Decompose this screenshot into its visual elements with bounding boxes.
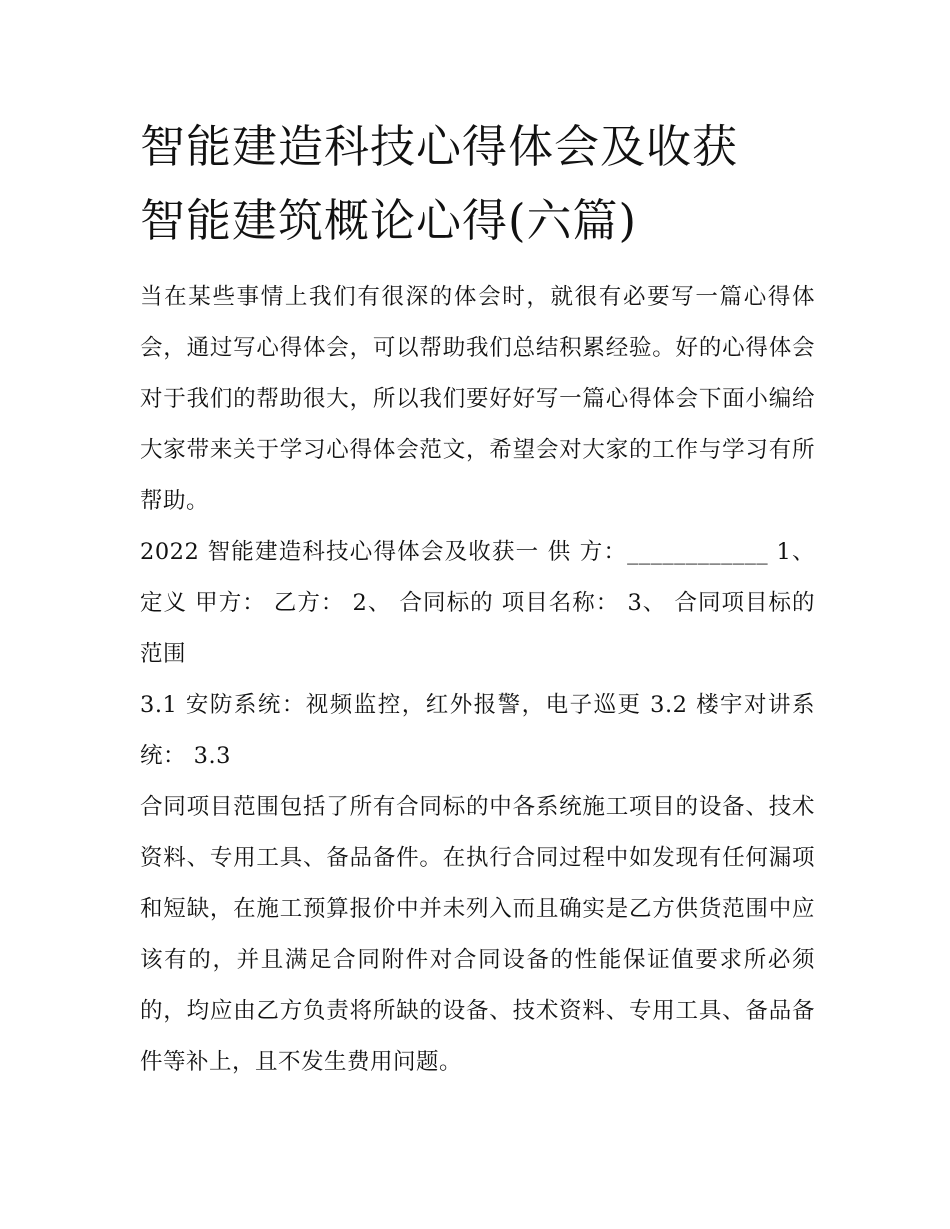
contract-definition-paragraph: 2022 智能建造科技心得体会及收获一 供 方：____________ 1、定义 甲方： 乙方： 2、 合同标的 项目名称： 3、 合同项目标的范围 <box>140 539 815 667</box>
document-body <box>140 110 815 1088</box>
document-title <box>140 110 830 258</box>
contract-scope-paragraph: 合同项目范围包括了所有合同标的中各系统施工项目的设备、技术资料、专用工具、备品备件。在执行合同过程中如发现有任何漏项和短缺，在施工预算报价中并未列入而且确实是乙方供货范围中应该有的，并且满足合同附件对合同设备的性能保证值要求所必须的，均应由乙方负责将所缺的设备、技术资料、专用工具、备品备件等补上，且不发生费用问题。 <box>140 794 815 1075</box>
title-line-1: 智能建造科技心得体会及收获 <box>140 120 739 173</box>
intro-paragraph: 当在某些事情上我们有很深的体会时，就很有必要写一篇心得体会，通过写心得体会，可以帮助我们总结积累经验。好的心得体会对于我们的帮助很大，所以我们要好好写一篇心得体会下面小编给大家带来关于学习心得体会范文，希望会对大家的工作与学习有所帮助。 <box>140 284 815 514</box>
title-line-2: 智能建筑概论心得(六篇) <box>140 194 638 247</box>
security-system-paragraph: 3.1 安防系统：视频监控，红外报警，电子巡更 3.2 楼宇对讲系统： 3.3 <box>140 692 815 769</box>
